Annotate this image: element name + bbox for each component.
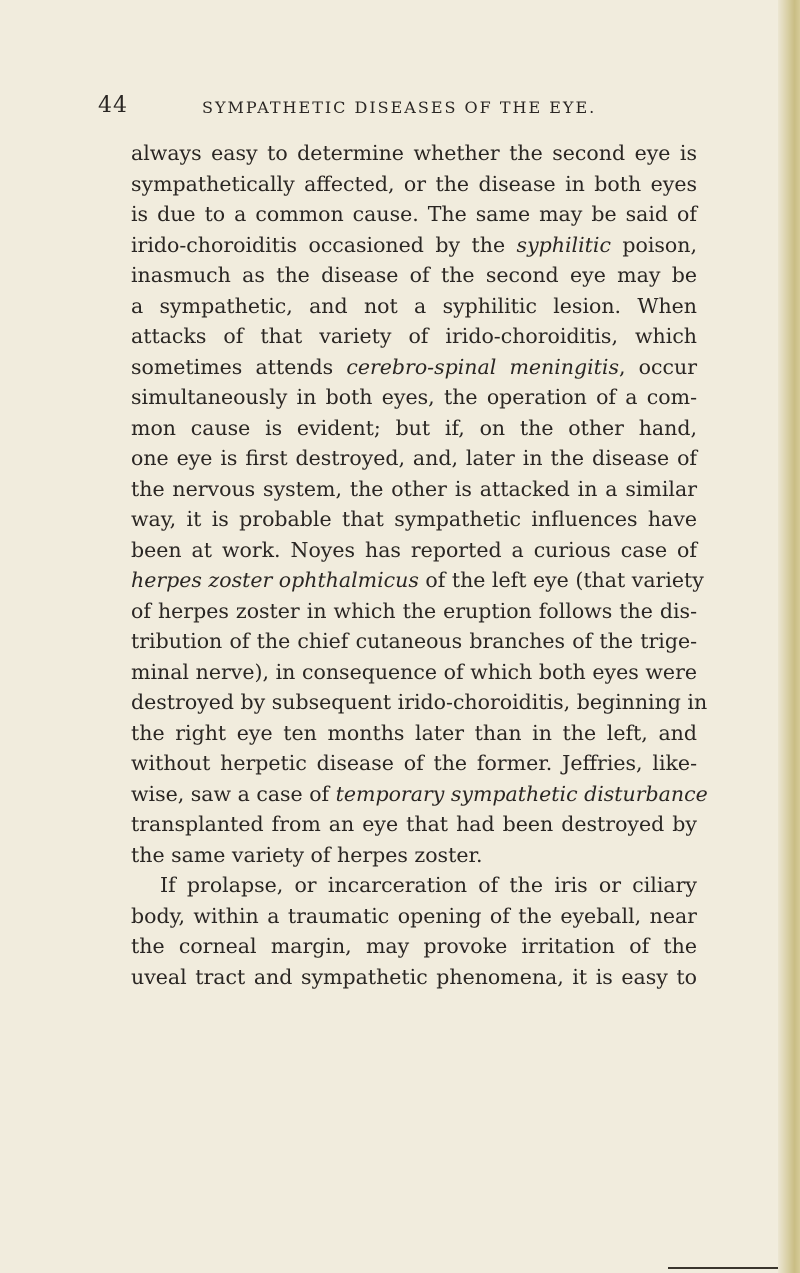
- text-line: [131, 840, 697, 871]
- text-run: sympathetically affected, or the disease in both eyes: [131, 171, 697, 196]
- text-run: a sympathetic, and not a syphilitic lesion. When: [131, 293, 697, 318]
- text-line: [131, 443, 697, 474]
- text-run: inasmuch as the disease of the second eye may be: [131, 263, 697, 287]
- text-line: [131, 382, 697, 413]
- text-run: transplanted from an eye that had been destroyed by: [131, 812, 697, 836]
- text-run: If prolapse, or incarceration of the iris or ciliary: [160, 873, 697, 897]
- text-run: wise, saw a case of: [131, 781, 336, 806]
- text-line: [131, 870, 697, 901]
- text-line: [131, 413, 697, 444]
- text-line: [131, 809, 697, 840]
- running-header: [0, 93, 800, 122]
- italic-text: syphilitic: [516, 232, 611, 257]
- text-line: [131, 718, 697, 749]
- text-line: [131, 748, 697, 779]
- text-line: [131, 260, 697, 291]
- italic-text: herpes zoster ophthalmicus: [131, 568, 419, 592]
- text-run: been at work. Noyes has reported a curious case of: [131, 537, 697, 562]
- text-line: [131, 230, 697, 261]
- text-line: [131, 199, 697, 230]
- text-line: [131, 138, 697, 169]
- text-run: uveal tract and sympathetic phenomena, it is easy to: [131, 964, 697, 989]
- text-run: way, it is probable that sympathetic influences have: [131, 507, 697, 531]
- text-run: body, within a traumatic opening of the eyeball, near: [131, 903, 697, 928]
- text-run: the same variety of herpes zoster.: [131, 842, 483, 867]
- text-line: [131, 565, 704, 596]
- text-run: sometimes attends: [131, 354, 347, 379]
- text-line: [131, 352, 697, 383]
- text-run: simultaneously in both eyes, the operation of a com-: [131, 385, 697, 409]
- text-run: the nervous system, the other is attacked in a similar: [131, 476, 697, 501]
- text-line: [131, 321, 697, 352]
- text-line: [131, 474, 697, 505]
- text-run: irido-choroiditis occasioned by the: [131, 232, 517, 257]
- text-line: [131, 931, 697, 962]
- text-run: of herpes zoster in which the eruption follows the dis-: [131, 598, 697, 623]
- italic-text: cerebro-spinal meningitis: [346, 354, 619, 379]
- text-line: [131, 535, 697, 566]
- running-title: SYMPATHETIC DISEASES OF THE EYE.: [202, 98, 597, 117]
- text-run: always easy to determine whether the second eye is: [131, 141, 697, 165]
- text-run: the right eye ten months later than in the left, and: [131, 720, 697, 745]
- text-line: [131, 291, 697, 322]
- text-run: , occur: [618, 354, 697, 379]
- text-run: destroyed by subsequent irido-choroiditis, beginning in: [131, 690, 708, 714]
- text-run: is due to a common cause. The same may be said of: [131, 202, 697, 226]
- italic-text: temporary sympathetic disturbance: [335, 781, 708, 806]
- bottom-rule: [668, 1267, 778, 1269]
- text-run: the corneal margin, may provoke irritation of the: [131, 934, 697, 958]
- text-line: [131, 169, 697, 200]
- text-run: attacks of that variety of irido-choroiditis, which: [131, 324, 697, 348]
- text-line: [131, 962, 697, 993]
- text-line: [131, 504, 697, 535]
- text-line: [131, 626, 697, 657]
- page-edge: [778, 0, 800, 1273]
- text-run: poison,: [610, 232, 697, 257]
- page-number: 44: [98, 93, 128, 118]
- text-line: [131, 901, 697, 932]
- text-run: minal nerve), in consequence of which both eyes were: [131, 659, 697, 684]
- text-line: [131, 779, 708, 810]
- text-run: tribution of the chief cutaneous branches of the trige-: [131, 629, 697, 653]
- text-line: [131, 687, 708, 718]
- text-line: [131, 596, 697, 627]
- body-text: [131, 138, 708, 992]
- text-line: [131, 657, 697, 688]
- text-run: mon cause is evident; but if, on the other hand,: [131, 415, 697, 440]
- text-run: of the left eye (that variety: [418, 568, 704, 592]
- text-run: one eye is first destroyed, and, later in the disease of: [131, 446, 697, 470]
- text-run: without herpetic disease of the former. Jeffries, like-: [131, 751, 697, 775]
